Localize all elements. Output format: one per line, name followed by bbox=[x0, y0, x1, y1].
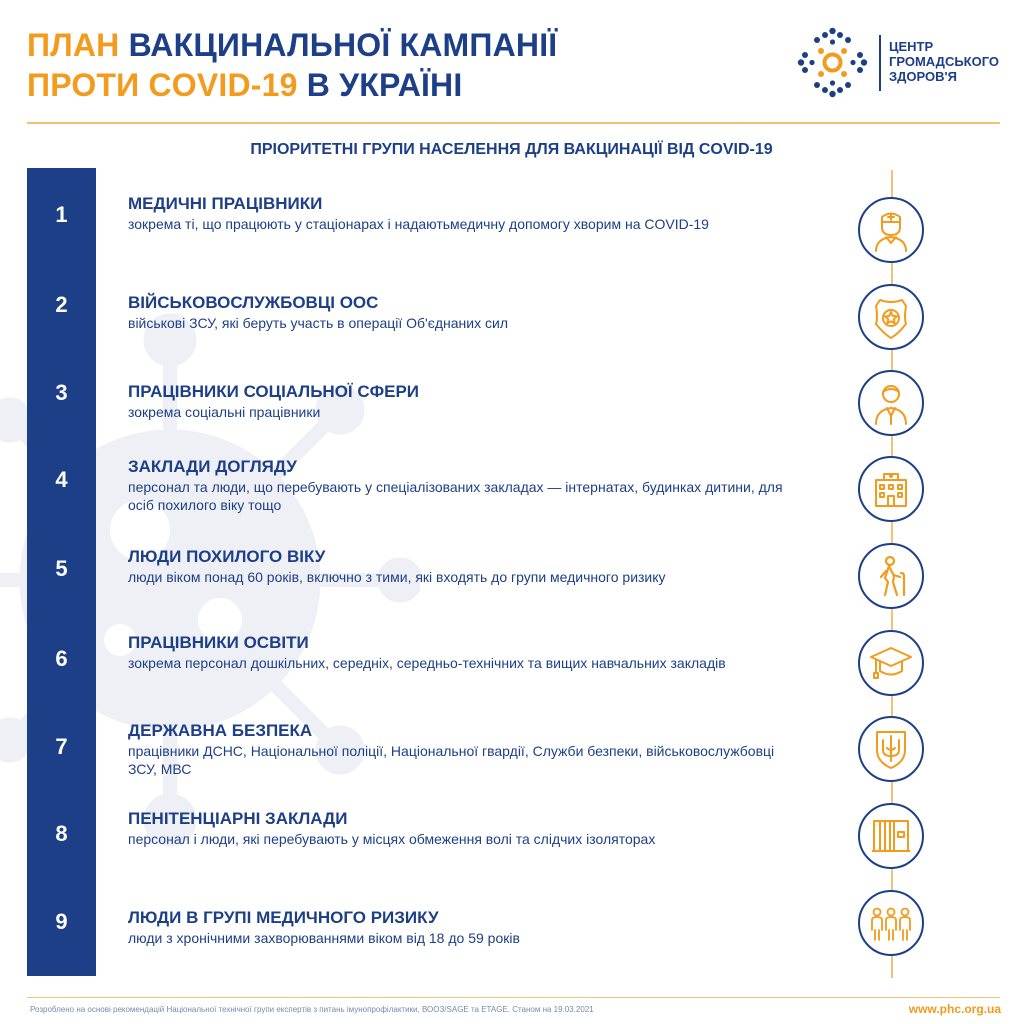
group-description: люди з хронічними захворюваннями віком від 18 до 59 років bbox=[128, 930, 520, 946]
group-description: зокрема соціальні працівники bbox=[128, 404, 321, 420]
group-item bbox=[128, 546, 788, 586]
group-description: персонал та люди, що перебувають у спеціалізованих закладах — інтернатах, будинках дитини, для осіб похилого віку тощо bbox=[128, 479, 783, 513]
group-item bbox=[128, 381, 788, 421]
group-description: люди віком понад 60 років, включно з тими, які входять до групи медичного ризику bbox=[128, 569, 666, 585]
section-subtitle: ПРІОРИТЕТНІ ГРУПИ НАСЕЛЕННЯ ДЛЯ ВАКЦИНАЦІЇ ВІД COVID-19 bbox=[250, 141, 773, 158]
phc-dots-logo-icon bbox=[795, 25, 870, 100]
phc-logo bbox=[795, 25, 1005, 100]
logo-line-2: ГРОМАДСЬКОГО bbox=[889, 54, 1000, 69]
military-badge-icon bbox=[858, 284, 924, 350]
care-building-icon bbox=[858, 456, 924, 522]
group-number: 3 bbox=[55, 380, 68, 405]
group-description: військові ЗСУ, які беруть участь в операції Об'єднаних сил bbox=[128, 315, 508, 331]
group-item bbox=[128, 720, 788, 778]
logo-divider bbox=[879, 35, 881, 91]
group-title: ПРАЦІВНИКИ СОЦІАЛЬНОЇ СФЕРИ bbox=[128, 382, 420, 401]
group-item bbox=[128, 456, 788, 514]
logo-line-1: ЦЕНТР bbox=[889, 39, 934, 54]
graduation-cap-icon bbox=[858, 630, 924, 696]
group-number: 8 bbox=[55, 821, 68, 846]
group-item bbox=[128, 808, 788, 848]
group-title: ПРАЦІВНИКИ ОСВІТИ bbox=[128, 633, 309, 652]
group-item bbox=[128, 193, 788, 233]
group-number: 1 bbox=[55, 202, 68, 227]
group-title: ЛЮДИ В ГРУПІ МЕДИЧНОГО РИЗИКУ bbox=[128, 908, 439, 927]
group-item bbox=[128, 292, 788, 332]
title-rest-2: В УКРАЇНІ bbox=[306, 67, 463, 103]
bottom-divider bbox=[27, 997, 1000, 998]
top-divider bbox=[27, 122, 1000, 124]
group-number: 5 bbox=[55, 556, 68, 581]
title-line-2 bbox=[27, 65, 727, 105]
group-title: ЗАКЛАДИ ДОГЛЯДУ bbox=[128, 457, 297, 476]
group-number: 2 bbox=[55, 292, 68, 317]
group-item bbox=[128, 907, 788, 947]
group-title: ЛЮДИ ПОХИЛОГО ВІКУ bbox=[128, 547, 326, 566]
title-line-1 bbox=[27, 25, 727, 65]
page-title bbox=[27, 25, 727, 105]
logo-line-3: ЗДОРОВ'Я bbox=[889, 69, 957, 84]
group-description: зокрема ті, що працюють у стаціонарах і надаютьмедичну допомогу хворим на COVID-19 bbox=[128, 216, 709, 232]
group-description: працівники ДСНС, Національної поліції, Національної гвардії, Служби безпеки, військовослужбовці ЗСУ, МВС bbox=[128, 743, 775, 777]
group-title: ДЕРЖАВНА БЕЗПЕКА bbox=[128, 721, 313, 740]
title-rest-1: ВАКЦИНАЛЬНОЇ КАМПАНІЇ bbox=[128, 27, 558, 63]
group-description: персонал і люди, які перебувають у місцях обмеження волі та слідчих ізоляторах bbox=[128, 831, 656, 847]
group-number: 9 bbox=[55, 909, 68, 934]
people-group-icon bbox=[858, 890, 924, 956]
social-worker-icon bbox=[858, 370, 924, 436]
group-title: ВІЙСЬКОВОСЛУЖБОВЦІ ООС bbox=[128, 293, 379, 312]
footer-note: Розроблено на основі рекомендацій Національної технічної групи експертів з питань імунопрофілактики, ВООЗ/SAGE та ETAGE. Станом на 19.03.2021 bbox=[30, 1005, 594, 1014]
group-item bbox=[128, 632, 788, 672]
group-number: 6 bbox=[55, 646, 68, 671]
title-accent-2: ПРОТИ COVID-19 bbox=[27, 67, 298, 103]
trident-shield-icon bbox=[858, 716, 924, 782]
title-accent-1: ПЛАН bbox=[27, 27, 120, 63]
group-title: МЕДИЧНІ ПРАЦІВНИКИ bbox=[128, 194, 323, 213]
elderly-person-icon bbox=[858, 543, 924, 609]
medic-icon bbox=[858, 197, 924, 263]
footer-url-link[interactable]: www.phc.org.ua bbox=[908, 1002, 1001, 1016]
group-number: 7 bbox=[55, 734, 68, 759]
group-number: 4 bbox=[55, 467, 68, 492]
logo-text bbox=[889, 39, 999, 84]
prison-bars-icon bbox=[858, 803, 924, 869]
group-title: ПЕНІТЕНЦІАРНІ ЗАКЛАДИ bbox=[128, 809, 348, 828]
group-description: зокрема персонал дошкільних, середніх, середньо-технічних та вищих навчальних закладів bbox=[128, 655, 726, 671]
